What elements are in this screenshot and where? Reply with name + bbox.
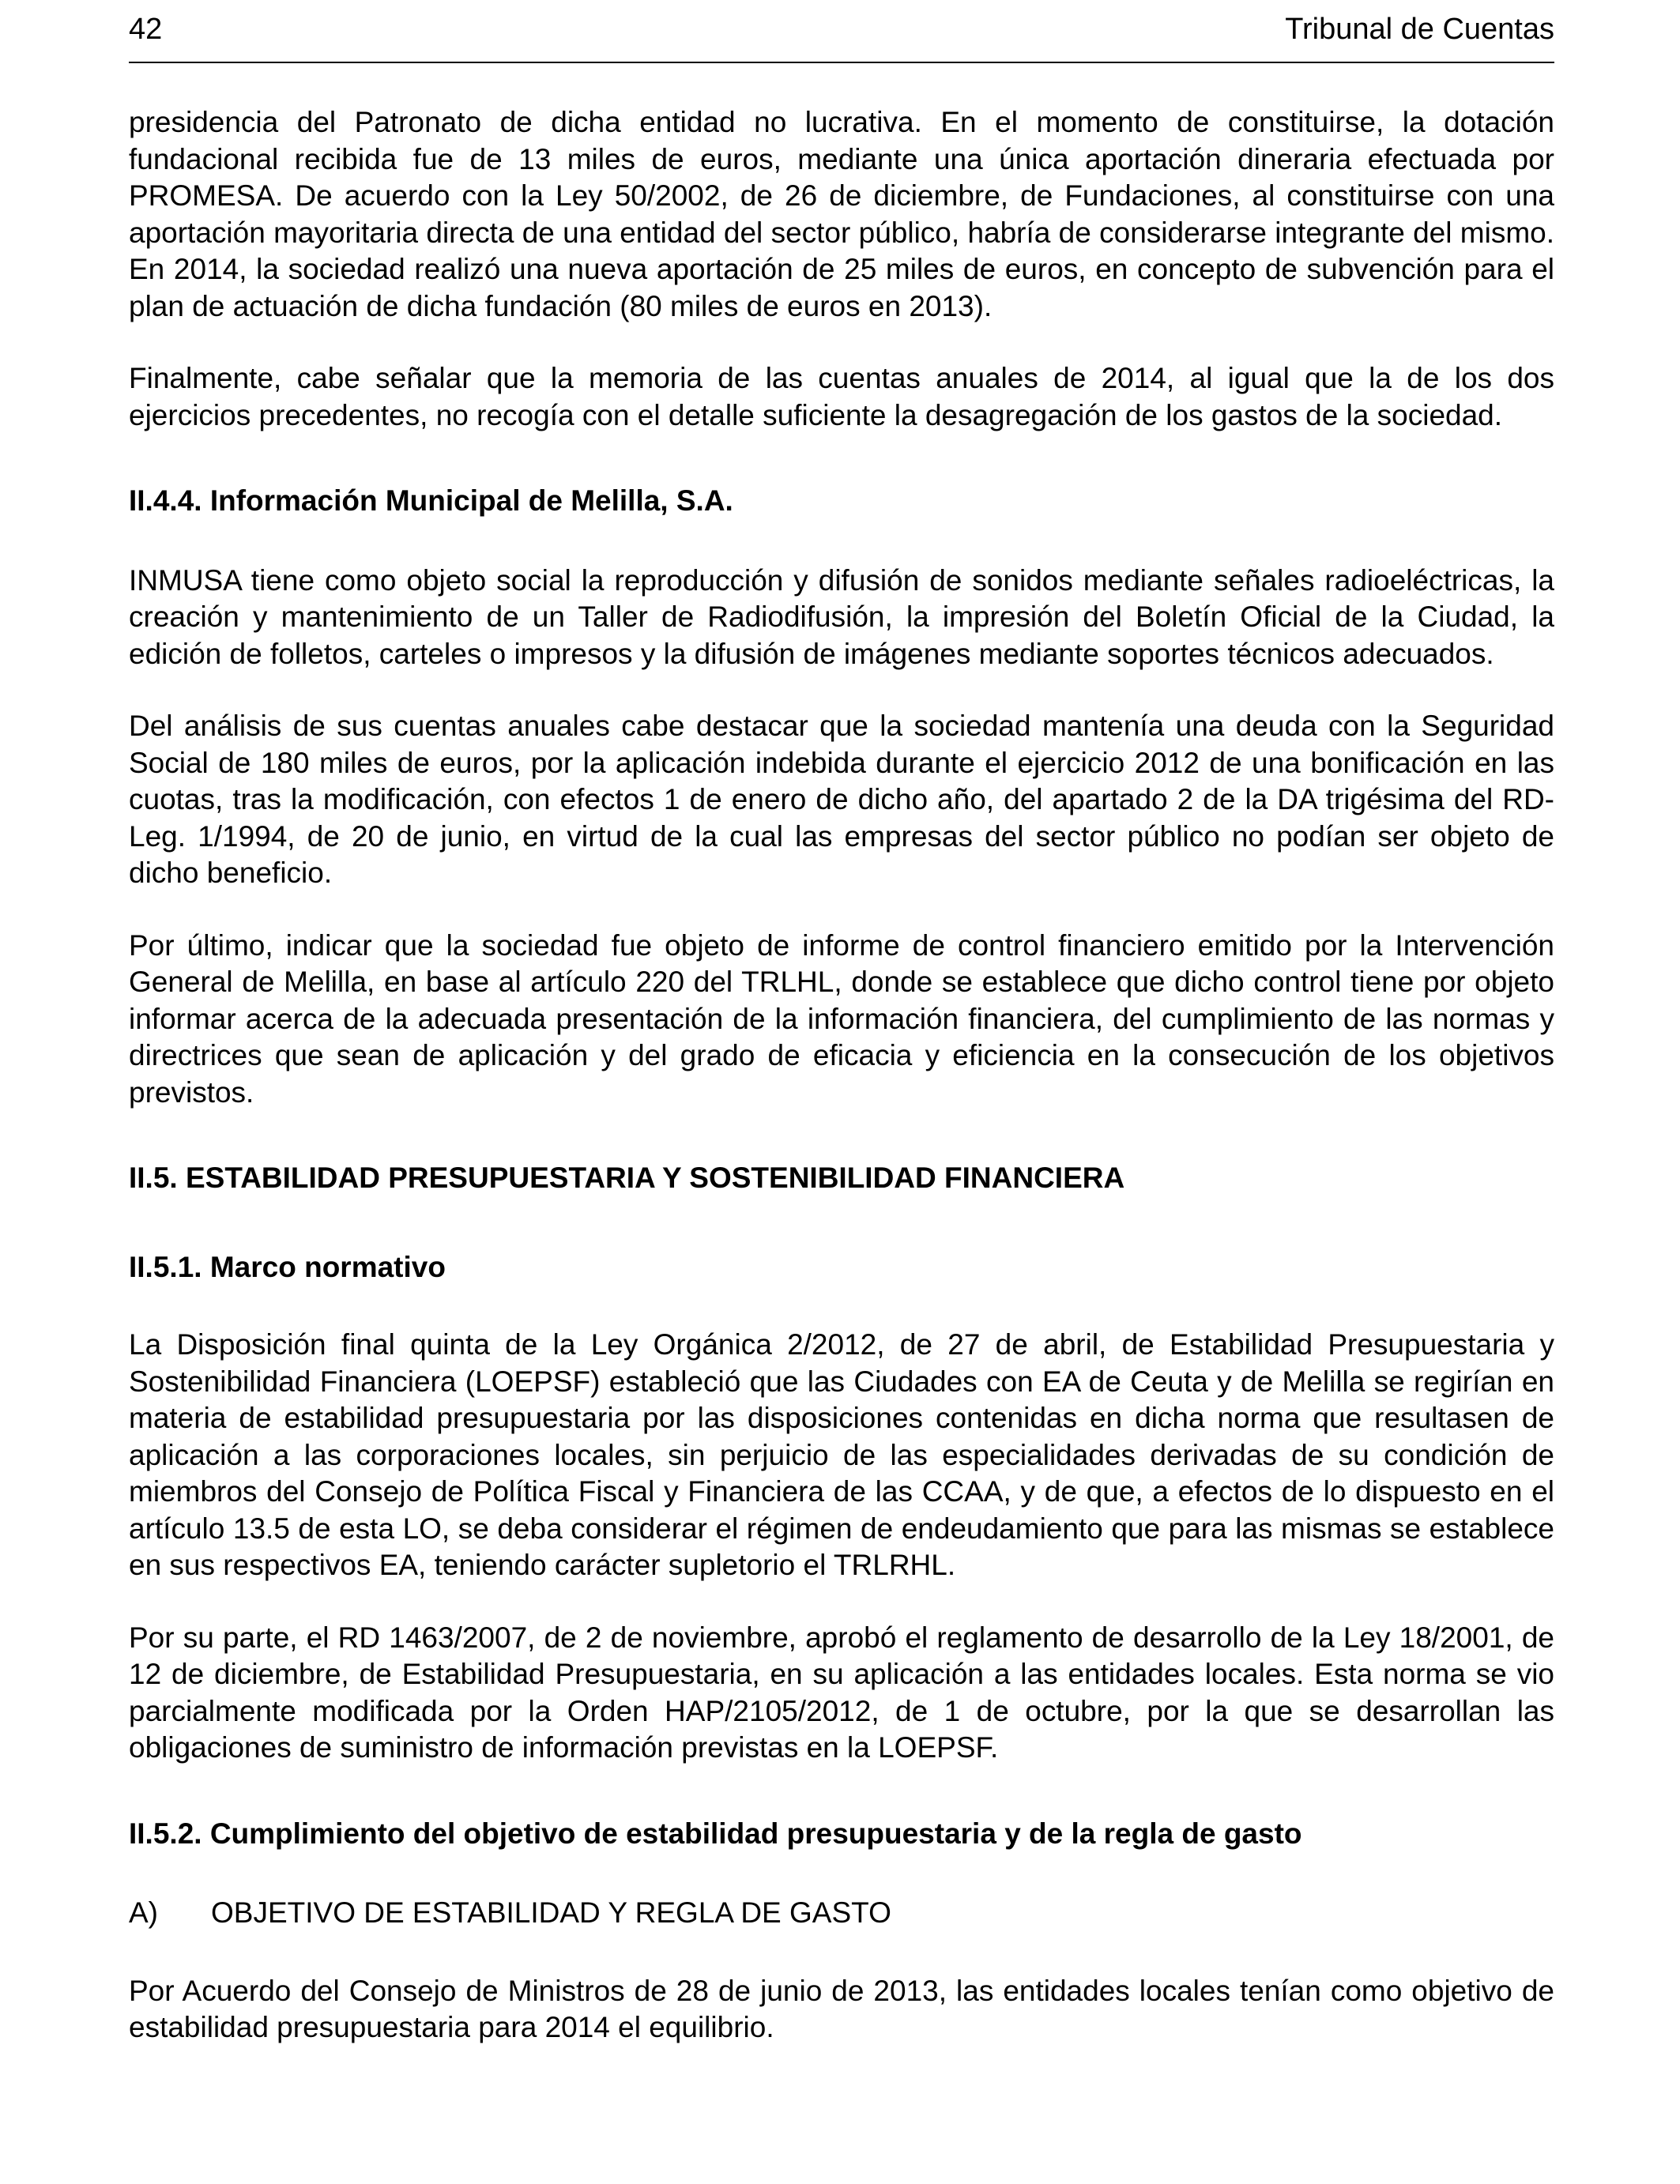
- page-number: 42: [129, 13, 163, 46]
- subsection-letter: A): [129, 1896, 158, 1929]
- document-page: [129, 0, 1554, 2047]
- page-header: [129, 11, 1554, 63]
- paragraph: Finalmente, cabe señalar que la memoria de las cuentas anuales de 2014, al igual que la de los dos ejercicios precedentes, no recogía con el detalle suficiente la desagregación de los gastos de la sociedad.: [129, 362, 1554, 431]
- paragraph: La Disposición final quinta de la Ley Orgánica 2/2012, de 27 de abril, de Estabilidad Presupuestaria y Sostenibilidad Financiera (LOEPSF) estableció que las Ciudades con EA de Ceuta y de Melilla se regirían en materia de estabilidad presupuestaria por las disposiciones contenidas en dicha norma que resultasen de aplicación a las corporaciones locales, sin perjuicio de las especialidades derivadas de su condición de miembros del Consejo de Política Fiscal y Financiera de las CCAA, y de que, a efectos de lo dispuesto en el artículo 13.5 de esta LO, se deba considerar el régimen de endeudamiento que para las mismas se establece en sus respectivos EA, teniendo carácter supletorio el TRLRHL.: [129, 1328, 1554, 1581]
- subsection-heading: [129, 1895, 1554, 1932]
- paragraph: Por último, indicar que la sociedad fue objeto de informe de control financiero emitido por la Intervención General de Melilla, en base al artículo 220 del TRLHL, donde se establece que dicho control tiene por objeto informar acerca de la adecuada presentación de la información financiera, del cumplimiento de las normas y directrices que sean de aplicación y del grado de eficacia y eficiencia en la consecución de los objetivos previstos.: [129, 928, 1554, 1109]
- paragraph: presidencia del Patronato de dicha entidad no lucrativa. En el momento de constituirse, la dotación fundacional recibida fue de 13 miles de euros, mediante una única aportación dineraria efectuada por PROMESA. De acuerdo con la Ley 50/2002, de 26 de diciembre, de Fundaciones, al constituirse con una aportación mayoritaria directa de una entidad del sector público, habría de considerarse integrante del mismo. En 2014, la sociedad realizó una nueva aportación de 25 miles de euros, en concepto de subvención para el plan de actuación de dicha fundación (80 miles de euros en 2013).: [129, 106, 1554, 322]
- paragraph: Del análisis de sus cuentas anuales cabe destacar que la sociedad mantenía una deuda con la Seguridad Social de 180 miles de euros, por la aplicación indebida durante el ejercicio 2012 de una bonificación en las cuotas, tras la modificación, con efectos 1 de enero de dicho año, del apartado 2 de la DA trigésima del RD-Leg. 1/1994, de 20 de junio, en virtud de la cual las empresas del sector público no podían ser objeto de dicho beneficio.: [129, 710, 1554, 889]
- paragraph: Por su parte, el RD 1463/2007, de 2 de noviembre, aprobó el reglamento de desarrollo de la Ley 18/2001, de 12 de diciembre, de Estabilidad Presupuestaria, en su aplicación a las entidades locales. Esta norma se vio parcialmente modificada por la Orden HAP/2105/2012, de 1 de octubre, por la que se desarrollan las obligaciones de suministro de información previstas en la LOEPSF.: [129, 1621, 1554, 1764]
- section-heading: II.4.4. Información Municipal de Melilla, S.A.: [129, 484, 733, 517]
- paragraph: INMUSA tiene como objeto social la reproducción y difusión de sonidos mediante señales radioeléctricas, la creación y mantenimiento de un Taller de Radiodifusión, la impresión del Boletín Oficial de la Ciudad, la edición de folletos, carteles o impresos y la difusión de imágenes mediante soportes técnicos adecuados.: [129, 563, 1554, 670]
- running-title: Tribunal de Cuentas: [1285, 13, 1554, 46]
- chapter-heading: II.5. ESTABILIDAD PRESUPUESTARIA Y SOSTENIBILIDAD FINANCIERA: [129, 1162, 1125, 1194]
- subsection-title: OBJETIVO DE ESTABILIDAD Y REGLA DE GASTO: [211, 1896, 891, 1929]
- page-body: [129, 104, 1554, 2047]
- paragraph: Por Acuerdo del Consejo de Ministros de 28 de junio de 2013, las entidades locales tenían como objetivo de estabilidad presupuestaria para 2014 el equilibrio.: [129, 1974, 1554, 2043]
- section-heading: II.5.2. Cumplimiento del objetivo de estabilidad presupuestaria y de la regla de gasto: [129, 1817, 1302, 1850]
- section-heading: II.5.1. Marco normativo: [129, 1250, 446, 1283]
